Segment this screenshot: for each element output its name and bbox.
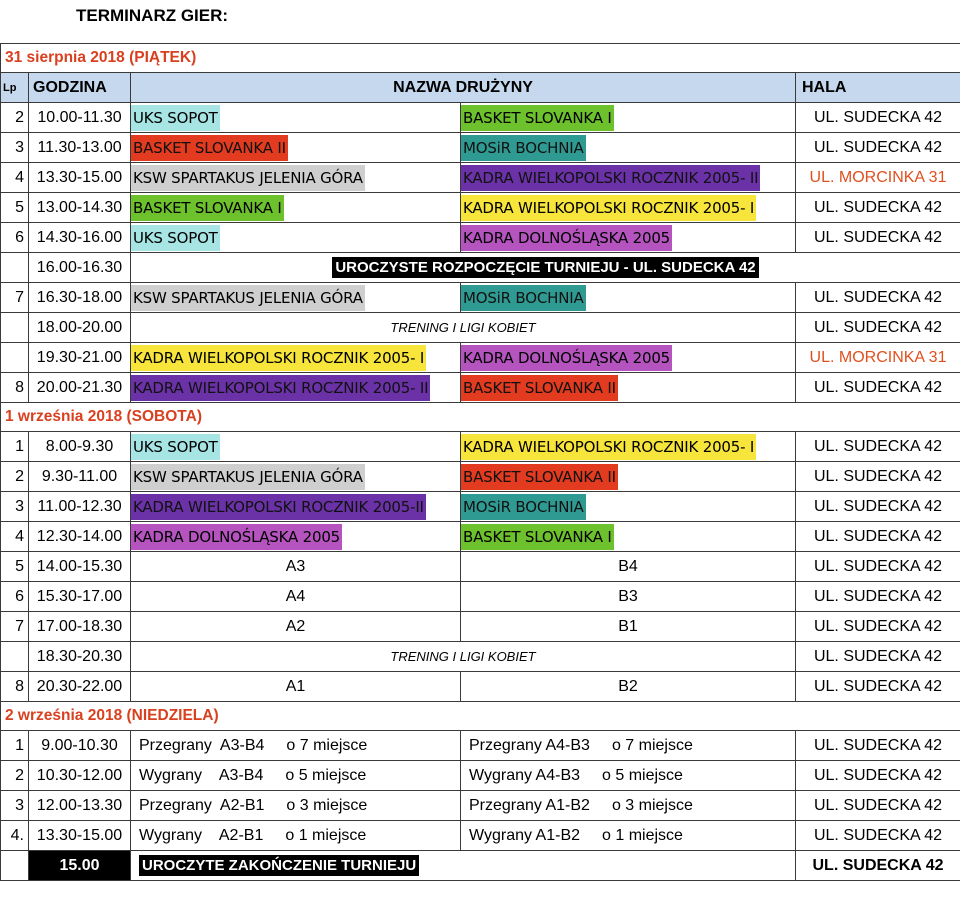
team-1-name: KADRA DOLNOŚLĄSKA 2005 (131, 524, 342, 550)
match-row (1, 672, 960, 702)
header-godzina: GODZINA (29, 73, 131, 103)
row-time: 14.30-16.00 (29, 223, 131, 253)
training-cell (131, 313, 796, 343)
row-time: 10.00-11.30 (29, 103, 131, 133)
final-pair-1: Przegrany A2-B1 (139, 796, 265, 814)
placeholder-team-1: A4 (131, 582, 461, 612)
team-1-name: KADRA WIELKOPOLSKI ROCZNIK 2005- II (131, 375, 430, 401)
final-pair-2: Przegrany A4-B3 (469, 736, 590, 754)
team-1-name: UKS SOPOT (131, 225, 220, 251)
team-1-cell (131, 193, 461, 223)
row-time: 11.30-13.00 (29, 133, 131, 163)
team-1-name: KADRA WIELKOPOLSKI ROCZNIK 2005- I (131, 345, 426, 371)
team-2-name: MOSiR BOCHNIA (461, 494, 586, 520)
row-lp: 4. (1, 821, 29, 851)
team-1-cell (131, 133, 461, 163)
row-lp (1, 343, 29, 373)
row-lp: 2 (1, 462, 29, 492)
row-hall: UL. SUDECKA 42 (796, 672, 960, 702)
match-row (1, 761, 960, 791)
placeholder-team-2: B4 (461, 552, 796, 582)
final-pair-1: Przegrany A3-B4 (139, 736, 265, 754)
closing-hall: UL. SUDECKA 42 (796, 851, 960, 881)
team-1-name: BASKET SLOVANKA II (131, 135, 288, 161)
row-hall: UL. SUDECKA 42 (796, 761, 960, 791)
team-1-name: KADRA WIELKOPOLSKI ROCZNIK 2005-II (131, 494, 426, 520)
row-hall: UL. SUDECKA 42 (796, 313, 960, 343)
row-hall: UL. SUDECKA 42 (796, 582, 960, 612)
team-2-name: BASKET SLOVANKA II (461, 375, 618, 401)
column-header-row (1, 73, 960, 103)
schedule-table (0, 43, 960, 881)
row-lp: 3 (1, 133, 29, 163)
team-2-name: MOSiR BOCHNIA (461, 135, 586, 161)
day-label: 2 września 2018 (NIEDZIELA) (1, 702, 960, 731)
row-lp (1, 642, 29, 672)
row-hall: UL. SUDECKA 42 (796, 103, 960, 133)
row-hall: UL. SUDECKA 42 (796, 731, 960, 761)
row-hall: UL. SUDECKA 42 (796, 432, 960, 462)
row-lp: 7 (1, 283, 29, 313)
team-1-name: KSW SPARTAKUS JELENIA GÓRA (131, 285, 365, 311)
team-2-name: MOSiR BOCHNIA (461, 285, 586, 311)
match-row (1, 283, 960, 313)
match-row (1, 462, 960, 492)
row-hall: UL. SUDECKA 42 (796, 552, 960, 582)
team-2-cell (461, 462, 796, 492)
day-label: 1 września 2018 (SOBOTA) (1, 403, 960, 432)
day-header-row (1, 403, 960, 432)
closing-label: UROCZYTE ZAKOŃCZENIE TURNIEJU (139, 855, 419, 876)
row-time: 9.30-11.00 (29, 462, 131, 492)
row-hall: UL. SUDECKA 42 (796, 821, 960, 851)
team-2-cell (461, 522, 796, 552)
match-row (1, 821, 960, 851)
team-1-name: UKS SOPOT (131, 434, 220, 460)
row-lp (1, 253, 29, 283)
team-2-name: KADRA WIELKOPOLSKI ROCZNIK 2005- I (461, 434, 756, 460)
row-lp: 3 (1, 791, 29, 821)
team-1-cell (131, 283, 461, 313)
team-1-cell (131, 103, 461, 133)
row-time: 18.30-20.30 (29, 642, 131, 672)
row-hall: UL. SUDECKA 42 (796, 522, 960, 552)
team-2-cell (461, 223, 796, 253)
row-lp: 6 (1, 223, 29, 253)
row-time: 20.30-22.00 (29, 672, 131, 702)
final-match-1 (131, 731, 461, 761)
final-pair-2: Przegrany A1-B2 (469, 796, 590, 814)
ceremony-label: UROCZYSTE ROZPOCZĘCIE TURNIEJU - UL. SUDECKA 42 (332, 257, 758, 278)
row-time: 16.30-18.00 (29, 283, 131, 313)
closing-row (1, 851, 960, 881)
match-row (1, 163, 960, 193)
match-row (1, 313, 960, 343)
match-row (1, 103, 960, 133)
row-time: 12.30-14.00 (29, 522, 131, 552)
row-lp: 3 (1, 492, 29, 522)
team-1-cell (131, 432, 461, 462)
row-lp: 8 (1, 672, 29, 702)
team-1-name: KSW SPARTAKUS JELENIA GÓRA (131, 165, 365, 191)
row-lp: 1 (1, 731, 29, 761)
final-place-2: o 1 miejsce (602, 826, 683, 844)
team-1-cell (131, 163, 461, 193)
row-lp: 4 (1, 163, 29, 193)
header-nazwa-druzyny: NAZWA DRUŻYNY (131, 73, 796, 103)
row-time: 13.30-15.00 (29, 821, 131, 851)
row-time: 14.00-15.30 (29, 552, 131, 582)
team-1-cell (131, 343, 461, 373)
match-row (1, 731, 960, 761)
placeholder-team-2: B3 (461, 582, 796, 612)
row-time: 13.30-15.00 (29, 163, 131, 193)
match-row (1, 492, 960, 522)
row-lp: 6 (1, 582, 29, 612)
row-hall: UL. SUDECKA 42 (796, 612, 960, 642)
page-title: TERMINARZ GIER: (76, 6, 229, 25)
match-row (1, 552, 960, 582)
row-lp: 1 (1, 432, 29, 462)
final-match-2 (461, 821, 796, 851)
match-row (1, 582, 960, 612)
team-2-cell (461, 343, 796, 373)
row-time: 12.00-13.30 (29, 791, 131, 821)
row-time: 20.00-21.30 (29, 373, 131, 403)
team-2-cell (461, 193, 796, 223)
team-2-cell (461, 133, 796, 163)
row-lp: 5 (1, 552, 29, 582)
team-1-name: BASKET SLOVANKA I (131, 195, 284, 221)
row-lp: 2 (1, 103, 29, 133)
final-match-2 (461, 791, 796, 821)
final-place-1: o 3 miejsce (286, 796, 368, 814)
row-lp: 7 (1, 612, 29, 642)
team-1-cell (131, 492, 461, 522)
closing-time: 15.00 (29, 851, 131, 881)
closing-label-cell (131, 851, 796, 881)
team-2-cell (461, 163, 796, 193)
final-pair-2: Wygrany A4-B3 (469, 766, 581, 784)
match-row (1, 791, 960, 821)
team-2-cell (461, 103, 796, 133)
final-place-1: o 7 miejsce (286, 736, 368, 754)
row-time: 11.00-12.30 (29, 492, 131, 522)
day-header-row (1, 702, 960, 731)
match-row (1, 133, 960, 163)
match-row (1, 193, 960, 223)
ceremony-cell (131, 253, 960, 283)
team-1-cell (131, 373, 461, 403)
team-2-name: KADRA DOLNOŚLĄSKA 2005 (461, 225, 672, 251)
final-match-1 (131, 791, 461, 821)
row-hall: UL. MORCINKA 31 (796, 163, 960, 193)
row-lp: 2 (1, 761, 29, 791)
match-row (1, 223, 960, 253)
final-pair-1: Wygrany A3-B4 (139, 766, 264, 784)
row-hall: UL. SUDECKA 42 (796, 283, 960, 313)
team-2-name: KADRA DOLNOŚLĄSKA 2005 (461, 345, 672, 371)
day-header-row (1, 44, 960, 73)
closing-empty (1, 851, 29, 881)
row-lp (1, 313, 29, 343)
row-lp: 4 (1, 522, 29, 552)
training-label: TRENING I LIGI KOBIET (390, 319, 536, 335)
row-hall: UL. SUDECKA 42 (796, 492, 960, 522)
team-2-name: BASKET SLOVANKA II (461, 464, 618, 490)
row-lp: 5 (1, 193, 29, 223)
row-time: 8.00-9.30 (29, 432, 131, 462)
header-lp: Lp (1, 73, 29, 103)
team-1-name: KSW SPARTAKUS JELENIA GÓRA (131, 464, 365, 490)
match-row (1, 343, 960, 373)
row-lp: 8 (1, 373, 29, 403)
row-hall: UL. SUDECKA 42 (796, 193, 960, 223)
final-match-2 (461, 731, 796, 761)
placeholder-team-1: A2 (131, 612, 461, 642)
row-time: 9.00-10.30 (29, 731, 131, 761)
row-hall: UL. SUDECKA 42 (796, 373, 960, 403)
final-place-2: o 7 miejsce (611, 736, 693, 754)
row-time: 19.30-21.00 (29, 343, 131, 373)
day-label: 31 sierpnia 2018 (PIĄTEK) (1, 44, 960, 73)
team-2-cell (461, 283, 796, 313)
team-2-name: KADRA WIELKOPOLSKI ROCZNIK 2005- I (461, 195, 756, 221)
final-match-2 (461, 761, 796, 791)
row-time: 16.00-16.30 (29, 253, 131, 283)
match-row (1, 373, 960, 403)
team-2-cell (461, 432, 796, 462)
match-row (1, 612, 960, 642)
row-time: 15.30-17.00 (29, 582, 131, 612)
final-place-2: o 5 miejsce (602, 766, 683, 784)
row-hall: UL. SUDECKA 42 (796, 133, 960, 163)
team-2-name: BASKET SLOVANKA I (461, 524, 614, 550)
team-1-cell (131, 223, 461, 253)
training-label: TRENING I LIGI KOBIET (390, 648, 536, 664)
row-hall: UL. SUDECKA 42 (796, 223, 960, 253)
team-1-name: UKS SOPOT (131, 105, 220, 131)
training-cell (131, 642, 796, 672)
row-time: 13.00-14.30 (29, 193, 131, 223)
row-time: 18.00-20.00 (29, 313, 131, 343)
team-2-name: KADRA WIELKOPOLSKI ROCZNIK 2005- II (461, 165, 760, 191)
match-row (1, 522, 960, 552)
placeholder-team-2: B1 (461, 612, 796, 642)
row-time: 10.30-12.00 (29, 761, 131, 791)
schedule-body (1, 44, 960, 881)
header-hala: HALA (796, 73, 960, 103)
team-2-name: BASKET SLOVANKA I (461, 105, 614, 131)
placeholder-team-2: B2 (461, 672, 796, 702)
team-1-cell (131, 522, 461, 552)
row-hall: UL. SUDECKA 42 (796, 642, 960, 672)
final-place-1: o 1 miejsce (285, 826, 367, 844)
final-place-1: o 5 miejsce (285, 766, 367, 784)
final-pair-1: Wygrany A2-B1 (139, 826, 264, 844)
team-1-cell (131, 462, 461, 492)
row-hall: UL. MORCINKA 31 (796, 343, 960, 373)
row-time: 17.00-18.30 (29, 612, 131, 642)
final-place-2: o 3 miejsce (611, 796, 693, 814)
team-2-cell (461, 492, 796, 522)
match-row (1, 253, 960, 283)
match-row (1, 642, 960, 672)
match-row (1, 432, 960, 462)
placeholder-team-1: A1 (131, 672, 461, 702)
final-pair-2: Wygrany A1-B2 (469, 826, 581, 844)
placeholder-team-1: A3 (131, 552, 461, 582)
final-match-1 (131, 821, 461, 851)
team-2-cell (461, 373, 796, 403)
row-hall: UL. SUDECKA 42 (796, 462, 960, 492)
row-hall: UL. SUDECKA 42 (796, 791, 960, 821)
final-match-1 (131, 761, 461, 791)
